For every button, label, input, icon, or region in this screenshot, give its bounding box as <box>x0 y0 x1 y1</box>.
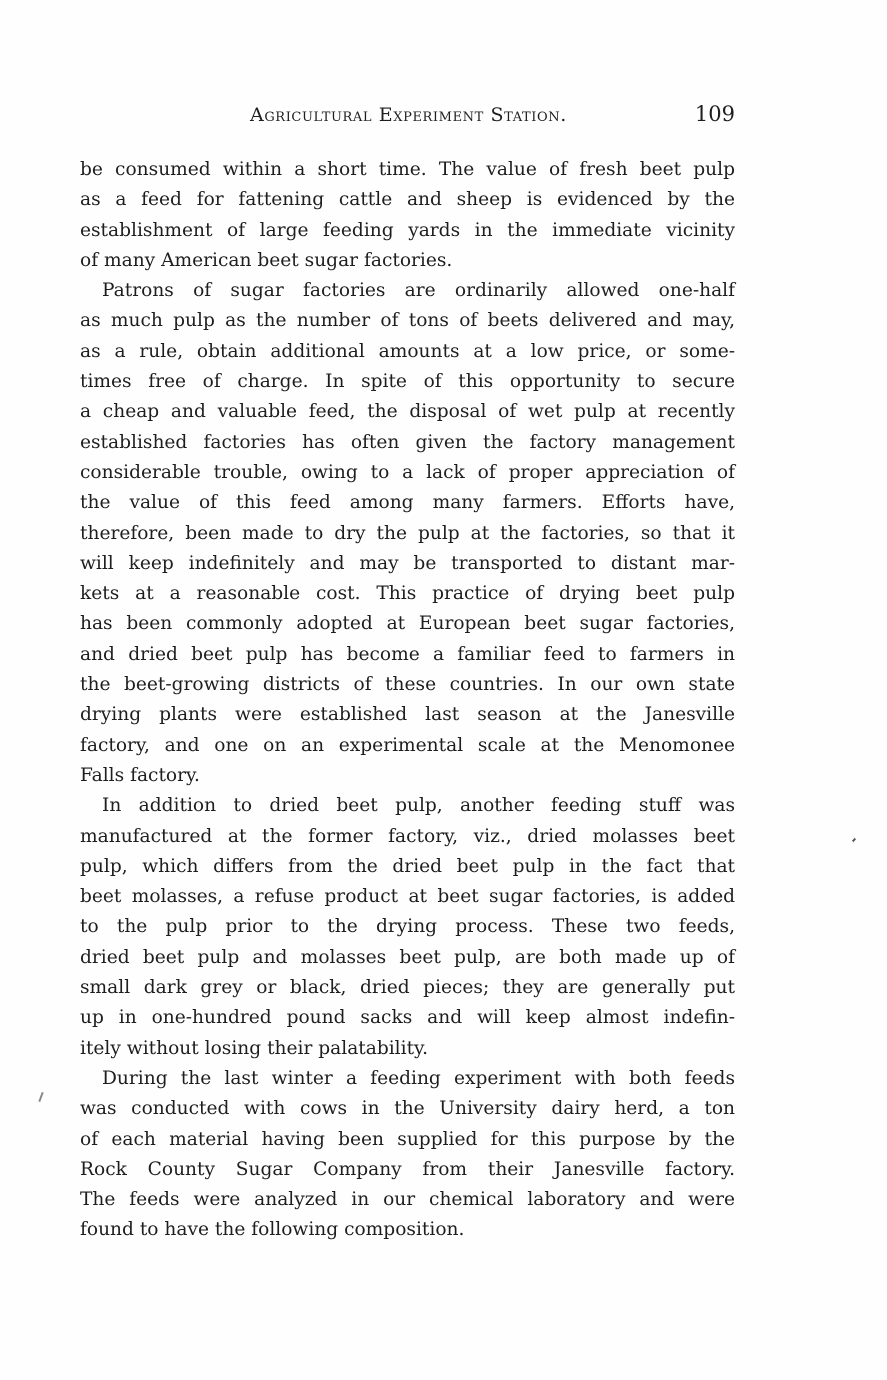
text-line: established factories has often given the factory management <box>80 431 735 453</box>
paragraph-1 <box>80 155 735 276</box>
print-speck <box>38 1092 43 1102</box>
text-line: of each material having been supplied for this purpose by the <box>80 1128 735 1150</box>
paragraph-3 <box>80 791 735 1064</box>
text-line: drying plants were established last season at the Janesville <box>80 704 735 726</box>
text-line: Patrons of sugar factories are ordinarily allowed one-half <box>102 280 735 302</box>
text-line: considerable trouble, owing to a lack of proper appreciation of <box>80 461 735 483</box>
text-line: itely without losing their palatability. <box>80 1037 428 1059</box>
text-line: establishment of large feeding yards in the immediate vicinity <box>80 219 735 241</box>
text-line: factory, and one on an experimental scale at the Menomonee <box>80 734 735 756</box>
text-line: During the last winter a feeding experiment with both feeds <box>102 1067 735 1089</box>
paragraph-2 <box>80 276 735 791</box>
text-line: as a feed for fattening cattle and sheep is evidenced by the <box>80 189 735 211</box>
text-line: therefore, been made to dry the pulp at the factories, so that it <box>80 522 735 544</box>
text-line: and dried beet pulp has become a familiar feed to farmers in <box>80 643 735 665</box>
text-line: the beet-growing districts of these countries. In our own state <box>80 674 735 696</box>
text-line: dried beet pulp and molasses beet pulp, are both made up of <box>80 946 735 968</box>
text-line: The feeds were analyzed in our chemical laboratory and were <box>80 1189 735 1211</box>
text-line: Falls factory. <box>80 764 200 786</box>
running-title: Agricultural Experiment Station. <box>250 104 567 126</box>
text-line: as a rule, obtain additional amounts at a low price, or some- <box>80 340 735 362</box>
text-line: be consumed within a short time. The value of fresh beet pulp <box>80 159 735 180</box>
text-line: was conducted with cows in the University dairy herd, a ton <box>80 1098 735 1120</box>
running-head <box>80 104 735 134</box>
text-line: up in one-hundred pound sacks and will keep almost indefin- <box>80 1007 735 1029</box>
text-line: kets at a reasonable cost. This practice of drying beet pulp <box>80 583 735 605</box>
text-line: the value of this feed among many farmers. Efforts have, <box>80 492 735 514</box>
print-speck <box>852 838 856 842</box>
text-line: times free of charge. In spite of this opportunity to secure <box>80 371 735 393</box>
text-line: manufactured at the former factory, viz., dried molasses beet <box>80 825 735 847</box>
text-line: pulp, which differs from the dried beet pulp in the fact that <box>80 855 735 877</box>
text-line: to the pulp prior to the drying process. These two feeds, <box>80 916 735 938</box>
text-line: a cheap and valuable feed, the disposal of wet pulp at recently <box>80 401 735 423</box>
paragraph-4 <box>80 1064 735 1246</box>
text-line: Rock County Sugar Company from their Janesville factory. <box>80 1158 735 1180</box>
body-text <box>80 155 735 1246</box>
text-line: of many American beet sugar factories. <box>80 249 453 271</box>
text-line: found to have the following composition. <box>80 1219 465 1241</box>
text-line: In addition to dried beet pulp, another feeding stuff was <box>102 795 735 817</box>
text-line: has been commonly adopted at European beet sugar factories, <box>80 613 735 635</box>
text-line: beet molasses, a refuse product at beet sugar factories, is added <box>80 886 735 908</box>
text-line: as much pulp as the number of tons of beets delivered and may, <box>80 310 735 332</box>
page-number: 109 <box>694 102 735 126</box>
text-line: will keep indefinitely and may be transported to distant mar- <box>80 552 735 574</box>
text-line: small dark grey or black, dried pieces; they are generally put <box>80 977 735 999</box>
